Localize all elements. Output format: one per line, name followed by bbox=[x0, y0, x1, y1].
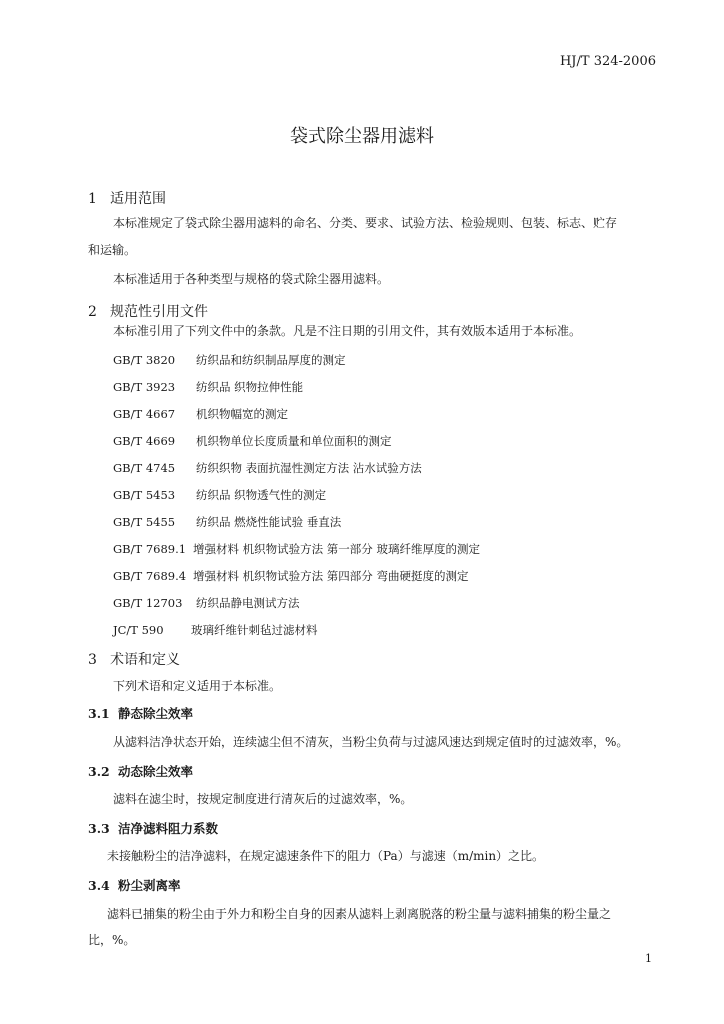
reference-title: 纺织织物 表面抗湿性测定方法 沾水试验方法 bbox=[196, 461, 422, 475]
term-title: 静态除尘效率 bbox=[118, 706, 194, 721]
paragraph: 本标准引用了下列文件中的条款。凡是不注日期的引用文件，其有效版本适用于本标准。 bbox=[113, 324, 582, 338]
section-title: 适用范围 bbox=[110, 191, 166, 207]
reference-item bbox=[113, 622, 318, 638]
reference-code: GB/T 4669 bbox=[113, 434, 176, 448]
term-heading-3-3 bbox=[88, 819, 218, 837]
term-definition: 从滤料洁净状态开始，连续滤尘但不清灰，当粉尘负荷与过滤风速达到规定值时的过滤效率，%。 bbox=[113, 735, 629, 749]
section-heading-1 bbox=[88, 188, 166, 208]
term-heading-3-2 bbox=[88, 762, 193, 780]
term-heading-3-1 bbox=[88, 704, 193, 722]
reference-title: 机织物单位长度质量和单位面积的测定 bbox=[196, 434, 392, 448]
reference-item bbox=[113, 487, 326, 503]
reference-code: GB/T 3923 bbox=[113, 380, 176, 394]
reference-item bbox=[113, 514, 341, 530]
term-title: 洁净滤料阻力系数 bbox=[118, 821, 219, 836]
section-number: 3 bbox=[88, 652, 97, 668]
reference-title: 纺织品和纺织制品厚度的测定 bbox=[196, 353, 346, 367]
term-heading-3-4 bbox=[88, 876, 181, 894]
reference-title: 机织物幅宽的测定 bbox=[196, 407, 288, 421]
reference-item bbox=[113, 379, 303, 395]
document-title: 袋式除尘器用滤料 bbox=[290, 126, 434, 147]
reference-code: JC/T 590 bbox=[113, 623, 164, 637]
term-title: 粉尘剥离率 bbox=[118, 878, 181, 893]
term-number: 3.3 bbox=[88, 821, 110, 836]
term-title: 动态除尘效率 bbox=[118, 764, 194, 779]
paragraph: 本标准规定了袋式除尘器用滤料的命名、分类、要求、试验方法、检验规则、包装、标志、贮存 bbox=[113, 216, 618, 230]
section-heading-2 bbox=[88, 301, 208, 321]
reference-item bbox=[113, 595, 300, 611]
reference-code: GB/T 4745 bbox=[113, 461, 176, 475]
section-heading-3 bbox=[88, 649, 180, 669]
paragraph-continuation: 和运输。 bbox=[88, 243, 137, 257]
term-definition: 滤料在滤尘时，按规定制度进行清灰后的过滤效率，%。 bbox=[113, 792, 413, 806]
section-title: 规范性引用文件 bbox=[110, 304, 208, 320]
term-definition: 未接触粉尘的洁净滤料，在规定滤速条件下的阻力（Pa）与滤速（m/min）之比。 bbox=[107, 849, 545, 863]
page-number: 1 bbox=[645, 952, 652, 965]
reference-code: GB/T 7689.1 bbox=[113, 542, 187, 556]
reference-item bbox=[113, 406, 288, 422]
reference-code: GB/T 12703 bbox=[113, 596, 183, 610]
section-number: 1 bbox=[88, 191, 97, 207]
term-number: 3.1 bbox=[88, 706, 110, 721]
reference-item bbox=[113, 460, 422, 476]
term-number: 3.2 bbox=[88, 764, 110, 779]
document-code: HJ/T 324-2006 bbox=[559, 54, 656, 69]
section-number: 2 bbox=[88, 304, 97, 320]
reference-title: 纺织品 织物透气性的测定 bbox=[196, 488, 327, 502]
reference-item bbox=[113, 433, 392, 449]
paragraph: 下列术语和定义适用于本标准。 bbox=[113, 679, 282, 693]
section-title: 术语和定义 bbox=[110, 652, 180, 668]
reference-title: 纺织品 织物拉伸性能 bbox=[196, 380, 304, 394]
reference-code: GB/T 7689.4 bbox=[113, 569, 187, 583]
reference-title: 增强材料 机织物试验方法 第一部分 玻璃纤维厚度的测定 bbox=[193, 542, 480, 556]
reference-item bbox=[113, 352, 346, 368]
reference-code: GB/T 3820 bbox=[113, 353, 176, 367]
reference-title: 纺织品 燃烧性能试验 垂直法 bbox=[196, 515, 342, 529]
term-definition: 滤料已捕集的粉尘由于外力和粉尘自身的因素从滤料上剥离脱落的粉尘量与滤料捕集的粉尘量之 bbox=[107, 907, 612, 921]
term-number: 3.4 bbox=[88, 878, 110, 893]
reference-code: GB/T 5453 bbox=[113, 488, 176, 502]
reference-title: 纺织品静电测试方法 bbox=[196, 596, 300, 610]
reference-code: GB/T 4667 bbox=[113, 407, 176, 421]
reference-item bbox=[113, 541, 480, 557]
reference-title: 玻璃纤维针刺毡过滤材料 bbox=[191, 623, 318, 637]
term-definition-continuation: 比，%。 bbox=[88, 933, 136, 947]
paragraph: 本标准适用于各种类型与规格的袋式除尘器用滤料。 bbox=[113, 272, 390, 286]
reference-title: 增强材料 机织物试验方法 第四部分 弯曲硬挺度的测定 bbox=[193, 569, 469, 583]
reference-code: GB/T 5455 bbox=[113, 515, 176, 529]
reference-item bbox=[113, 568, 468, 584]
